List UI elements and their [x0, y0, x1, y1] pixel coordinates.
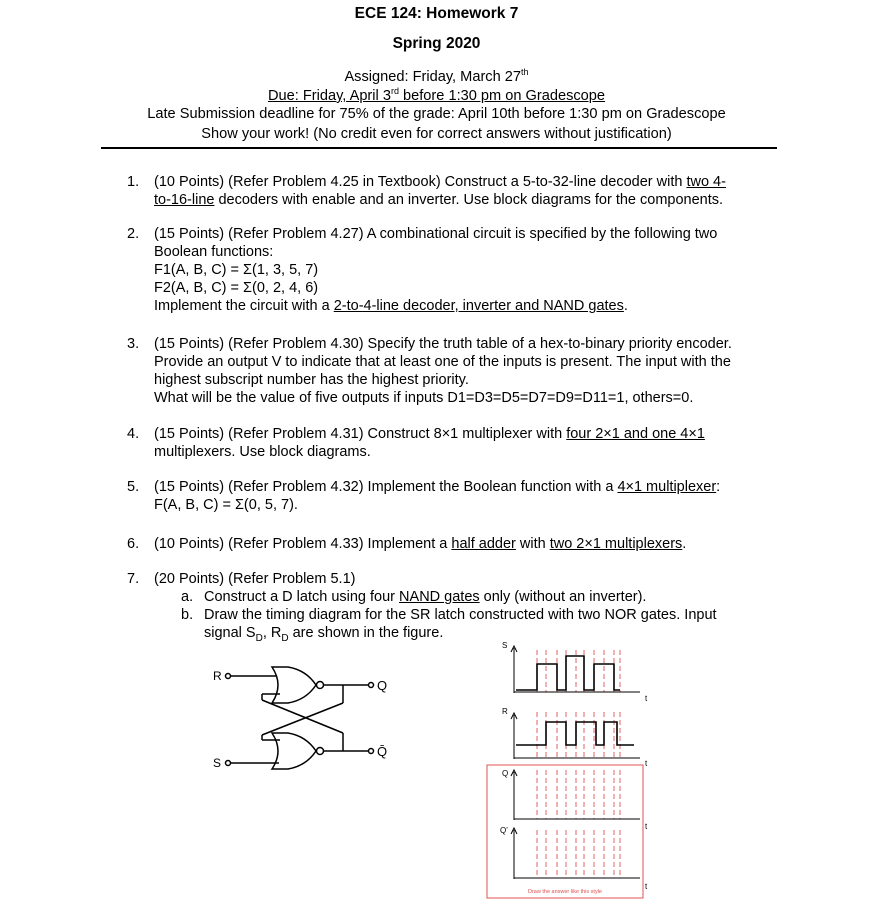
question-line: Provide an output V to indicate that at least one of the inputs is present. The input with the	[154, 354, 731, 370]
timing-label-t: t	[645, 759, 648, 768]
question-line: F(A, B, C) = Σ(0, 5, 7).	[154, 497, 298, 513]
question-number: 3.	[127, 336, 140, 352]
q7-part-b-line1: Draw the timing diagram for the SR latch constructed with two NOR gates. Input	[204, 607, 717, 623]
latch-label-qbar: Q̄	[377, 744, 388, 759]
question-line: multiplexers. Use block diagrams.	[154, 444, 371, 460]
question-line: to-16-line decoders with enable and an inverter. Use block diagrams for the components.	[154, 192, 724, 208]
question-line: (10 Points) (Refer Problem 4.25 in Textbook) Construct a 5-to-32-line decoder with two 4-	[154, 174, 726, 190]
answer-caption: Draw the answer like this style	[528, 889, 602, 895]
question-number: 2.	[127, 226, 140, 242]
question-number: 6.	[127, 536, 140, 552]
timing-label-qprime: Q'	[500, 826, 508, 835]
latch-label-q: Q	[377, 678, 388, 693]
late-deadline: Late Submission deadline for 75% of the grade: April 10th before 1:30 pm on Gradescope	[147, 106, 726, 122]
question-line: (15 Points) (Refer Problem 4.31) Construct 8×1 multiplexer with four 2×1 and one 4×1	[154, 426, 705, 442]
q7-part-b-label: b.	[181, 607, 194, 623]
q7-part-a: Construct a D latch using four NAND gates only (without an inverter).	[204, 589, 647, 605]
function-f1: F1(A, B, C) = Σ(1, 3, 5, 7)	[154, 262, 319, 278]
q7-part-b-line2: signal $S_D$, $R_D$ are shown in the figure.	[204, 625, 444, 644]
timing-label-t: t	[645, 882, 648, 891]
timing-label-t: t	[645, 822, 648, 831]
question-line: (20 Points) (Refer Problem 5.1)	[154, 571, 356, 587]
timing-label-r: R	[502, 707, 508, 716]
show-work-note: Show your work! (No credit even for correct answers without justification)	[201, 126, 672, 142]
question-number: 5.	[127, 479, 140, 495]
question-line: (15 Points) (Refer Problem 4.30) Specify the truth table of a hex-to-binary priority encoder.	[154, 336, 732, 352]
timing-label-t: t	[645, 694, 648, 703]
question-number: 4.	[127, 426, 140, 442]
latch-label-s: S	[213, 756, 222, 770]
question-line: (15 Points) (Refer Problem 4.32) Implement the Boolean function with a 4×1 multiplexer:	[154, 479, 721, 495]
question-line: Implement the circuit with a 2-to-4-line decoder, inverter and NAND gates.	[154, 298, 628, 314]
q7-part-a-label: a.	[181, 589, 194, 605]
timing-label-s: S	[502, 641, 508, 650]
question-line: Boolean functions:	[154, 244, 274, 260]
latch-label-r: R	[213, 669, 222, 683]
question-number: 1.	[127, 174, 140, 190]
question-number: 7.	[127, 571, 140, 587]
timing-label-q: Q	[502, 769, 509, 778]
due-date: Due: Friday, April 3rd before 1:30 pm on Gradescope	[267, 86, 606, 104]
question-line: highest subscript number has the highest priority.	[154, 372, 469, 388]
r-waveform	[516, 722, 634, 745]
function-f2: F2(A, B, C) = Σ(0, 2, 4, 6)	[154, 280, 319, 296]
question-line: (15 Points) (Refer Problem 4.27) A combinational circuit is specified by the following two	[154, 226, 718, 242]
assigned-date: Assigned: Friday, March 27th	[344, 67, 529, 85]
page-title: ECE 124: Homework 7	[354, 5, 519, 22]
question-line: What will be the value of five outputs if inputs D1=D3=D5=D7=D9=D11=1, others=0.	[154, 390, 694, 406]
question-line: (10 Points) (Refer Problem 4.33) Implement a half adder with two 2×1 multiplexers.	[154, 536, 687, 552]
term: Spring 2020	[392, 35, 481, 52]
